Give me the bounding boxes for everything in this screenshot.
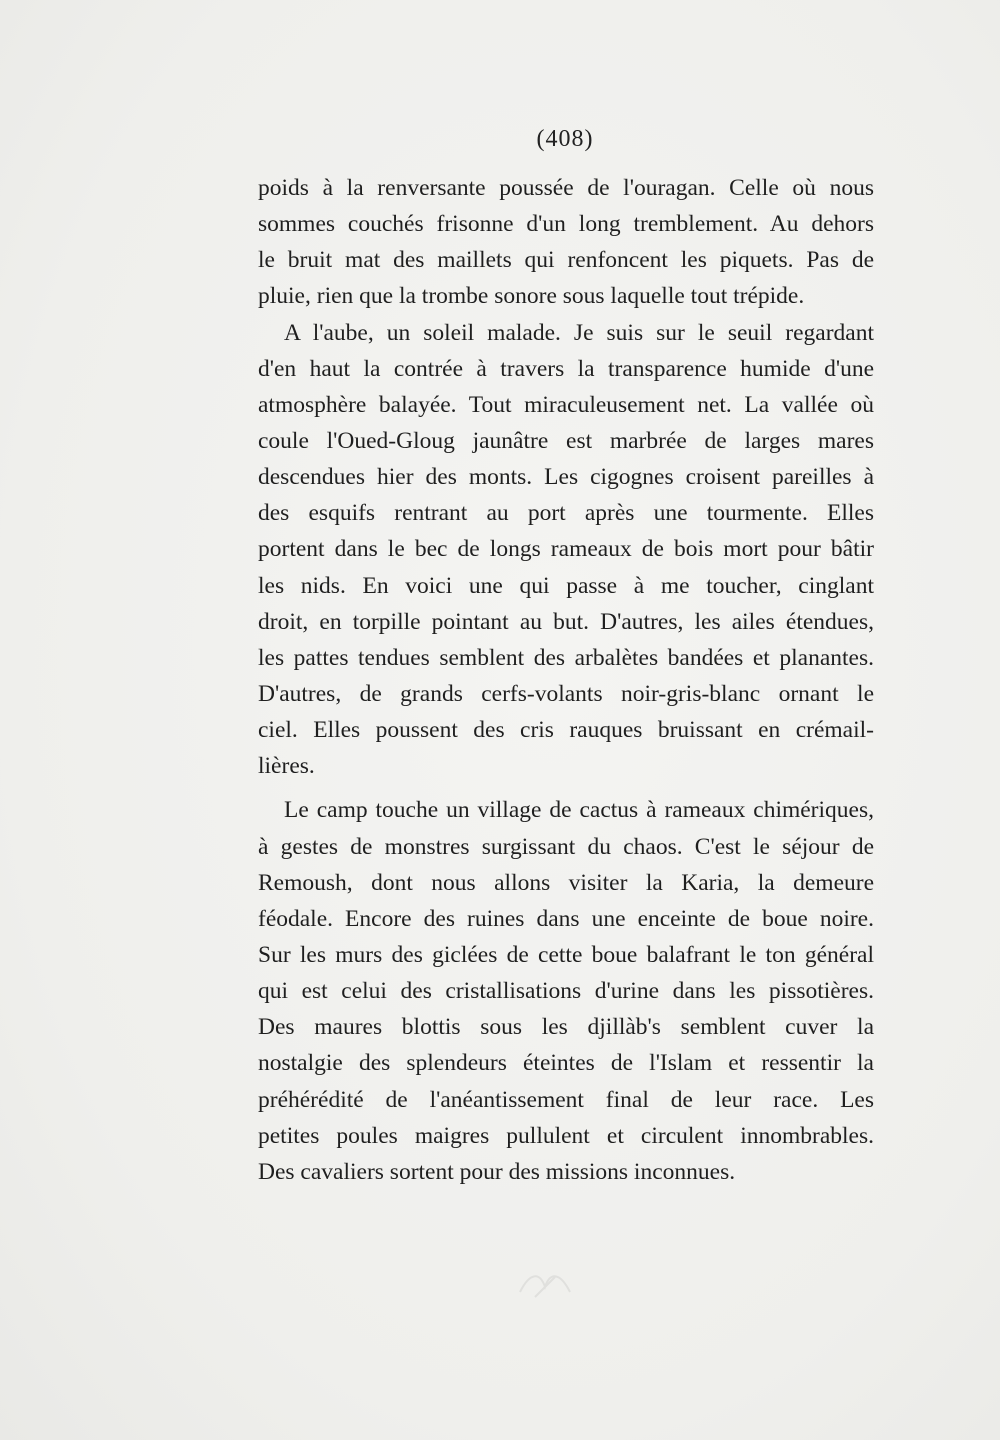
- text-line: des esquifs rentrant au port après une tourmente. Elles: [258, 500, 874, 527]
- text-line: sommes couchés frisonne d'un long tremblement. Au dehors: [258, 211, 874, 238]
- text-line: portent dans le bec de longs rameaux de bois mort pour bâtir: [258, 536, 874, 563]
- paragraph-1: [258, 170, 874, 315]
- body-text: [258, 170, 874, 1190]
- text-line: qui est celui des cristallisations d'urine dans les pissotières.: [258, 978, 874, 1005]
- text-line: coule l'Oued-Gloug jaunâtre est marbrée de larges mares: [258, 427, 874, 454]
- text-line: nostalgie des splendeurs éteintes de l'Islam et ressentir la: [258, 1050, 874, 1077]
- text-line: d'en haut la contrée à travers la transparence humide d'une: [258, 355, 874, 382]
- text-line: descendues hier des monts. Les cigognes croisent pareilles à: [258, 464, 874, 491]
- text-line: le bruit mat des maillets qui renfoncent les piquets. Pas de: [258, 247, 874, 274]
- text-line: pluie, rien que la trombe sonore sous laquelle tout trépide.: [258, 283, 805, 310]
- text-line: petites poules maigres pullulent et circulent innombrables.: [258, 1122, 874, 1149]
- text-line: ciel. Elles poussent des cris rauques bruissant en crémail-: [258, 717, 874, 744]
- paragraph-3: [258, 792, 874, 1190]
- paragraph-2: [258, 315, 874, 785]
- text-line: les pattes tendues semblent des arbalètes bandées et planantes.: [258, 644, 874, 671]
- text-line: Le camp touche un village de cactus à rameaux chimériques,: [284, 797, 874, 824]
- text-line: atmosphère balayée. Tout miraculeusement net. La vallée où: [258, 391, 874, 418]
- bleed-through-ornament-icon: [515, 1262, 575, 1302]
- text-line: A l'aube, un soleil malade. Je suis sur le seuil regardant: [284, 319, 874, 346]
- page-number: (408): [536, 126, 594, 152]
- text-line: lières.: [258, 753, 315, 780]
- text-line: les nids. En voici une qui passe à me toucher, cinglant: [258, 572, 874, 599]
- text-line: Des maures blottis sous les djillàb's semblent cuver la: [258, 1014, 874, 1041]
- text-line: à gestes de monstres surgissant du chaos. C'est le séjour de: [258, 833, 874, 860]
- text-line: préhérédité de l'anéantissement final de leur race. Les: [258, 1086, 874, 1113]
- paragraph-spacer: [258, 784, 874, 792]
- text-line: féodale. Encore des ruines dans une enceinte de boue noire.: [258, 905, 874, 932]
- text-line: Des cavaliers sortent pour des missions inconnues.: [258, 1158, 736, 1185]
- text-line: D'autres, de grands cerfs-volants noir-gris-blanc ornant le: [258, 680, 874, 707]
- text-line: droit, en torpille pointant au but. D'autres, les ailes étendues,: [258, 608, 874, 635]
- text-line: Remoush, dont nous allons visiter la Karia, la demeure: [258, 869, 874, 896]
- text-line: Sur les murs des giclées de cette boue balafrant le ton général: [258, 941, 874, 968]
- text-line: poids à la renversante poussée de l'ouragan. Celle où nous: [258, 175, 874, 201]
